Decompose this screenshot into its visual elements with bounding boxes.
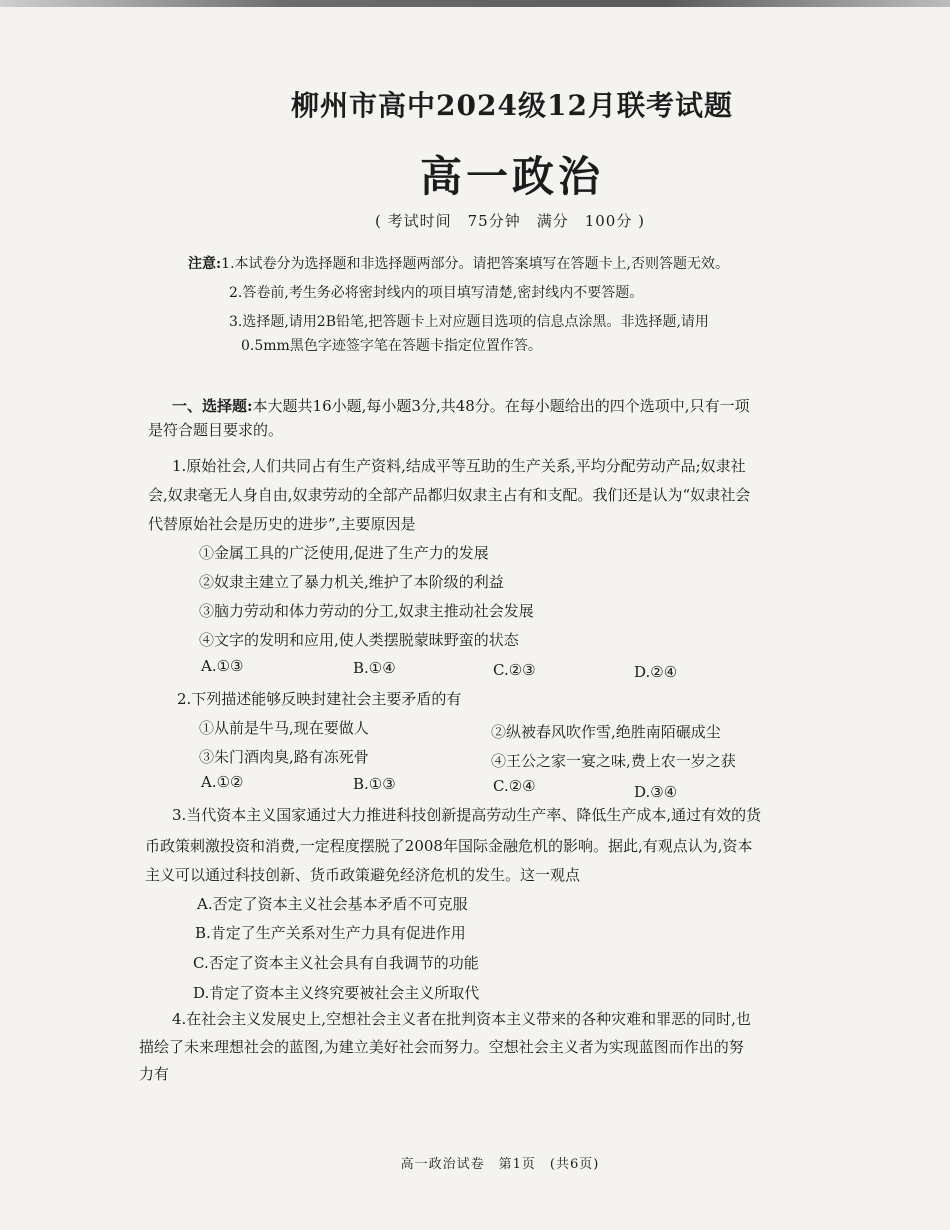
q4-stem-line-2: 描绘了未来理想社会的蓝图,为建立美好社会而努力。空想社会主义者为实现蓝图而作出的努 xyxy=(139,1038,744,1056)
notice-item-1: 注意:1.本试卷分为选择题和非选择题两部分。请把答案填写在答题卡上,否则答题无效。 xyxy=(188,256,729,272)
q2-option-c: C.②④ xyxy=(493,777,536,795)
notice-label: 注意: xyxy=(188,256,222,272)
section-heading: 一、选择题: xyxy=(172,397,253,415)
q2-statement-1: ①从前是牛马,现在要做人 xyxy=(199,719,369,737)
q3-option-a: A.否定了资本主义社会基本矛盾不可克服 xyxy=(197,895,468,913)
notice-item-3-cont: 0.5mm黑色字迹签字笔在答题卡指定位置作答。 xyxy=(241,338,542,354)
q1-statement-4: ④文字的发明和应用,使人类摆脱蒙昧野蛮的状态 xyxy=(199,631,519,649)
subject-title: 高一政治 xyxy=(419,152,604,201)
q3-option-c: C.否定了资本主义社会具有自我调节的功能 xyxy=(193,954,479,972)
q3-stem-line-2: 币政策刺激投资和消费,一定程度摆脱了2008年国际金融危机的影响。据此,有观点认为,资本 xyxy=(145,837,753,855)
exam-title: 柳州市高中2024级12月联考试题 xyxy=(291,89,733,122)
q1-stem-line-1: 1.原始社会,人们共同占有生产资料,结成平等互助的生产关系,平均分配劳动产品;奴隶社 xyxy=(172,457,746,475)
q2-statement-2: ②纵被春风吹作雪,绝胜南陌碾成尘 xyxy=(491,723,721,741)
notice-item-3: 3.选择题,请用2B铅笔,把答题卡上对应题目选项的信息点涂黑。非选择题,请用 xyxy=(229,314,709,330)
q2-stem: 2.下列描述能够反映封建社会主要矛盾的有 xyxy=(177,690,462,708)
q1-statement-3: ③脑力劳动和体力劳动的分工,奴隶主推动社会发展 xyxy=(199,602,534,620)
q2-statement-3: ③朱门酒肉臭,路有冻死骨 xyxy=(199,748,369,766)
q1-option-d: D.②④ xyxy=(634,663,678,681)
section-intro-cont: 是符合题目要求的。 xyxy=(148,421,284,439)
q1-option-c: C.②③ xyxy=(493,661,536,679)
q2-option-a: A.①② xyxy=(201,773,244,791)
q2-option-b: B.①③ xyxy=(353,775,396,793)
q4-stem-line-1: 4.在社会主义发展史上,空想社会主义者在批判资本主义带来的各种灾难和罪恶的同时,也 xyxy=(172,1010,751,1028)
notice-item-2: 2.答卷前,考生务必将密封线内的项目填写清楚,密封线内不要答题。 xyxy=(229,285,644,301)
q1-stem-line-3: 代替原始社会是历史的进步”,主要原因是 xyxy=(148,515,416,533)
exam-info: ( 考试时间 75分钟 满分 100分 ) xyxy=(375,212,645,230)
q1-option-a: A.①③ xyxy=(201,657,244,675)
page-footer: 高一政治试卷 第1页 (共6页) xyxy=(400,1157,600,1172)
q2-option-d: D.③④ xyxy=(634,783,678,801)
q3-stem-line-3: 主义可以通过科技创新、货币政策避免经济危机的发生。这一观点 xyxy=(145,866,581,884)
q1-statement-1: ①金属工具的广泛使用,促进了生产力的发展 xyxy=(199,544,489,562)
q3-option-b: B.肯定了生产关系对生产力具有促进作用 xyxy=(195,924,466,942)
q1-stem-line-2: 会,奴隶毫无人身自由,奴隶劳动的全部产品都归奴隶主占有和支配。我们还是认为“奴隶社会 xyxy=(148,486,751,504)
q1-statement-2: ②奴隶主建立了暴力机关,维护了本阶级的利益 xyxy=(199,573,504,591)
section-intro: 一、选择题:本大题共16小题,每小题3分,共48分。在每小题给出的四个选项中,只有一项 xyxy=(172,397,750,415)
q3-stem-line-1: 3.当代资本主义国家通过大力推进科技创新提高劳动生产率、降低生产成本,通过有效的货 xyxy=(172,806,762,824)
q4-stem-line-3: 力有 xyxy=(139,1065,170,1083)
q3-option-d: D.肯定了资本主义终究要被社会主义所取代 xyxy=(193,984,480,1002)
q2-statement-4: ④王公之家一宴之味,费上农一岁之获 xyxy=(491,752,736,770)
q1-option-b: B.①④ xyxy=(353,659,396,677)
